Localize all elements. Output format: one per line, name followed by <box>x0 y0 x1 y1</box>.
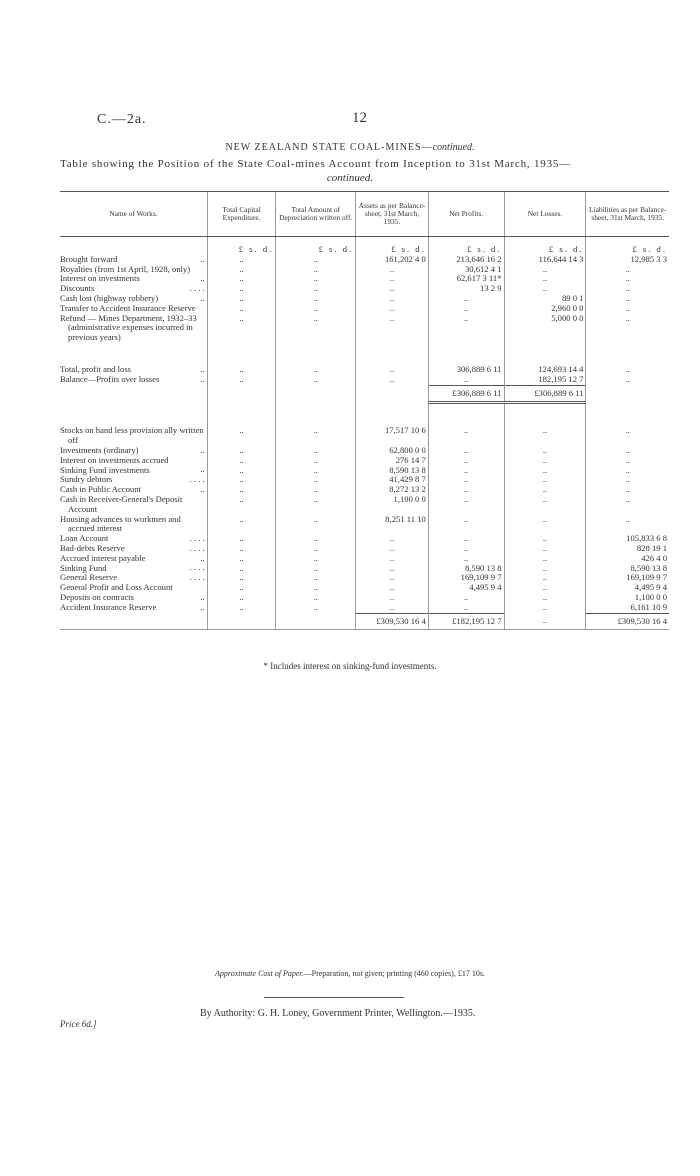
cell-c3: .. <box>356 583 429 593</box>
table-row <box>60 265 669 275</box>
totals-row <box>60 385 669 403</box>
cell-c2: .. <box>276 304 356 314</box>
cell-c3: 62,800 0 0 <box>356 446 429 456</box>
unit-label: £ s. d. <box>504 237 586 255</box>
table-title: Table showing the Position of the State Coal-mines Account from Inception to 31st March, 1935— <box>60 158 571 170</box>
cell-c6: .. <box>586 426 669 446</box>
cell-c1: .. <box>207 593 275 603</box>
row-name-text: Interest on investments <box>60 273 140 284</box>
footnote: * Includes interest on sinking-fund investments. <box>263 661 437 671</box>
cell-c3: .. <box>356 294 429 304</box>
total-c4: £182,195 12 7 <box>428 613 504 630</box>
cell-c5: .. <box>504 515 586 535</box>
cell-c4: .. <box>428 294 504 304</box>
cell-c1: .. <box>207 564 275 574</box>
row-name-text: Stocks on hand less provision ally written off <box>60 425 204 446</box>
cell-c3: .. <box>356 554 429 564</box>
cell-c6: .. <box>586 284 669 294</box>
leader-dots: .. <box>200 253 205 264</box>
cell-c4: .. <box>428 314 504 343</box>
cell-c1: .. <box>207 456 275 466</box>
col-header-capital: Total Capital Expenditure. <box>207 192 275 237</box>
cell-c5: 2,960 0 0 <box>504 304 586 314</box>
unit-label: £ s. d. <box>428 237 504 255</box>
cell-c5: 182,195 12 7 <box>504 375 586 385</box>
cell-c5: .. <box>504 564 586 574</box>
cell-c1: .. <box>207 274 275 284</box>
cell-c2: .. <box>276 446 356 456</box>
cell-c1: .. <box>207 304 275 314</box>
cell-c1: .. <box>207 365 275 375</box>
cell-c2: .. <box>276 495 356 515</box>
cell-c5: .. <box>504 495 586 515</box>
row-name-text: Housing advances to workmen and accrued interest <box>60 513 181 534</box>
row-name-text: Transfer to Accident Insurance Reserve <box>60 302 196 313</box>
cell-c3: 17,517 10 6 <box>356 426 429 446</box>
empty-cell <box>276 385 356 403</box>
table-row <box>60 554 669 564</box>
leader-dots: .. <box>200 464 205 475</box>
table-row <box>60 583 669 593</box>
cell-c6: 105,833 6 8 <box>586 534 669 544</box>
cell-c2: .. <box>276 475 356 485</box>
cell-c4: 62,617 3 11* <box>428 274 504 284</box>
row-name-text: Sinking Fund <box>60 562 107 573</box>
empty-cell <box>356 385 429 403</box>
leader-dots: .. <box>200 273 205 284</box>
cell-c2: .. <box>276 375 356 385</box>
cell-c4: .. <box>428 495 504 515</box>
cell-c6: 169,109 9 7 <box>586 573 669 583</box>
table-row <box>60 274 669 284</box>
cell-c6: 828 19 1 <box>586 544 669 554</box>
table-row <box>60 475 669 485</box>
cell-c4: .. <box>428 603 504 613</box>
cell-c5: .. <box>504 265 586 275</box>
cell-c2: .. <box>276 534 356 544</box>
cell-c6: .. <box>586 274 669 284</box>
cell-c6: 6,161 10 9 <box>586 603 669 613</box>
col-header-net-profits: Net Profits. <box>428 192 504 237</box>
cell-c3: .. <box>356 284 429 294</box>
cell-c6: .. <box>586 446 669 456</box>
cell-c3: 161,202 4 0 <box>356 255 429 265</box>
cell-c5: 5,000 0 0 <box>504 314 586 343</box>
leader-dots: .. <box>200 552 205 563</box>
col-header-name: Name of Works. <box>60 192 207 237</box>
cell-c3: .. <box>356 534 429 544</box>
row-name-text: Cash lost (highway robbery) <box>60 292 159 303</box>
cell-c5: .. <box>504 593 586 603</box>
table-header-row <box>60 192 669 237</box>
table-row <box>60 603 669 613</box>
cell-c2: .. <box>276 564 356 574</box>
cell-c3: .. <box>356 274 429 284</box>
cell-c2: .. <box>276 573 356 583</box>
cell-c4: .. <box>428 515 504 535</box>
cell-c3: .. <box>356 365 429 375</box>
cell-c1: .. <box>207 495 275 515</box>
cell-c2: .. <box>276 294 356 304</box>
cell-c3: .. <box>356 375 429 385</box>
document-reference: C.—2a. <box>97 112 147 127</box>
table-row <box>60 515 669 535</box>
row-name <box>60 314 207 343</box>
unit-label: £ s. d. <box>356 237 429 255</box>
cell-c2: .. <box>276 284 356 294</box>
row-name-text: Balance—Profits over losses <box>60 373 160 384</box>
table-row <box>60 495 669 515</box>
table-row <box>60 564 669 574</box>
page-title: NEW ZEALAND STATE COAL-MINES—continued. <box>225 142 475 153</box>
table-row <box>60 466 669 476</box>
col-header-assets: Assets as per Balance-sheet, 31st March, 1935. <box>356 192 429 237</box>
table-row <box>60 375 669 385</box>
cell-c4: .. <box>428 593 504 603</box>
cell-c3: .. <box>356 265 429 275</box>
table-row <box>60 456 669 466</box>
spacer-row <box>60 403 669 427</box>
cell-c6: 426 4 0 <box>586 554 669 564</box>
cell-c6: .. <box>586 456 669 466</box>
table-row <box>60 426 669 446</box>
unit-label: £ s. d. <box>207 237 275 255</box>
units-row <box>60 237 669 255</box>
cell-c3: .. <box>356 593 429 603</box>
leader-dots: . . . . <box>189 474 205 485</box>
leader-dots: .. <box>200 363 205 374</box>
cell-c4: .. <box>428 304 504 314</box>
cell-c6: .. <box>586 314 669 343</box>
cell-c4: .. <box>428 544 504 554</box>
cell-c3: 1,100 0 0 <box>356 495 429 515</box>
row-name <box>60 603 207 613</box>
cell-c4: .. <box>428 375 504 385</box>
total-c6: £309,530 16 4 <box>586 613 669 630</box>
cell-c1: .. <box>207 284 275 294</box>
page-number: 12 <box>352 110 367 126</box>
cell-c1: .. <box>207 265 275 275</box>
total-c5: .. <box>504 613 586 630</box>
cell-c4: 8,590 13 8 <box>428 564 504 574</box>
cell-c5: .. <box>504 284 586 294</box>
cell-c2: .. <box>276 593 356 603</box>
cell-c1: .. <box>207 485 275 495</box>
empty-cell <box>207 385 275 403</box>
leader-dots: .. <box>200 601 205 612</box>
empty-cell <box>207 613 275 630</box>
cell-c5: .. <box>504 583 586 593</box>
leader-dots: .. <box>200 373 205 384</box>
cell-c6: .. <box>586 375 669 385</box>
cell-c6: 1,100 0 0 <box>586 593 669 603</box>
cell-c6: .. <box>586 365 669 375</box>
total-c4: £306,889 6 11 <box>428 385 504 403</box>
cell-c3: .. <box>356 304 429 314</box>
row-name-text: Sundry debtors <box>60 474 113 485</box>
cell-c4: .. <box>428 466 504 476</box>
row-name-text: Cash in Public Account <box>60 484 141 495</box>
cell-c2: .. <box>276 583 356 593</box>
cell-c1: .. <box>207 294 275 304</box>
cell-c4: .. <box>428 456 504 466</box>
cell-c1: .. <box>207 583 275 593</box>
cell-c6: .. <box>586 294 669 304</box>
cell-c5: .. <box>504 603 586 613</box>
coal-mines-account-table <box>60 191 669 630</box>
cell-c2: .. <box>276 456 356 466</box>
cell-c5: .. <box>504 485 586 495</box>
cell-c2: .. <box>276 365 356 375</box>
cell-c2: .. <box>276 554 356 564</box>
cell-c1: .. <box>207 554 275 564</box>
row-name <box>60 515 207 535</box>
cell-c1: .. <box>207 573 275 583</box>
cell-c6: .. <box>586 515 669 535</box>
cell-c6: .. <box>586 265 669 275</box>
cell-c5: .. <box>504 446 586 456</box>
leader-dots: . . . . <box>189 572 205 583</box>
cell-c6: 8,590 13 8 <box>586 564 669 574</box>
cell-c1: .. <box>207 475 275 485</box>
row-name-text: Investments (ordinary) <box>60 444 139 455</box>
leader-dots: . . . . <box>189 562 205 573</box>
cell-c6: .. <box>586 304 669 314</box>
cell-c5: 89 0 1 <box>504 294 586 304</box>
cell-c2: .. <box>276 426 356 446</box>
cell-c1: .. <box>207 375 275 385</box>
cell-c6: 12,985 3 3 <box>586 255 669 265</box>
row-name-text: Bad-debts Reserve <box>60 542 125 553</box>
unit-label: £ s. d. <box>276 237 356 255</box>
cell-c1: .. <box>207 255 275 265</box>
price: Price 6d.] <box>60 1019 97 1029</box>
cell-c2: .. <box>276 603 356 613</box>
leader-dots: .. <box>200 444 205 455</box>
cell-c4: .. <box>428 534 504 544</box>
row-name-text: General Profit and Loss Account <box>60 582 173 593</box>
cell-c3: .. <box>356 603 429 613</box>
leader-dots: . . . . <box>189 532 205 543</box>
totals-label <box>60 613 207 630</box>
cell-c5: .. <box>504 534 586 544</box>
cell-c6: .. <box>586 485 669 495</box>
cell-c1: .. <box>207 466 275 476</box>
row-name-text: Loan Account <box>60 533 109 544</box>
leader-dots: . . . . <box>189 282 205 293</box>
cell-c3: .. <box>356 544 429 554</box>
cell-c4: 169,109 9 7 <box>428 573 504 583</box>
cell-c5: 116,644 14 3 <box>504 255 586 265</box>
leader-dots: .. <box>200 591 205 602</box>
col-header-depreciation: Total Amount of Depreciation written off. <box>276 192 356 237</box>
empty-cell <box>276 613 356 630</box>
cell-c1: .. <box>207 446 275 456</box>
totals-row <box>60 613 669 630</box>
row-name-text: Interest on investments accrued <box>60 454 169 465</box>
cell-c2: .. <box>276 265 356 275</box>
cell-c1: .. <box>207 515 275 535</box>
cell-c2: .. <box>276 255 356 265</box>
divider <box>264 997 404 998</box>
table-row <box>60 544 669 554</box>
cell-c2: .. <box>276 274 356 284</box>
cell-c4: .. <box>428 426 504 446</box>
total-c3: £309,530 16 4 <box>356 613 429 630</box>
table-row <box>60 534 669 544</box>
spacer-row <box>60 343 669 365</box>
row-name-text: Accident Insurance Reserve <box>60 601 157 612</box>
cell-c1: .. <box>207 314 275 343</box>
cell-c3: .. <box>356 564 429 574</box>
row-name-text: Refund — Mines Department, 1932–33 (administrative expenses incurred in previous years) <box>60 312 197 343</box>
leader-dots: .. <box>200 483 205 494</box>
empty-cell <box>586 385 669 403</box>
cell-c5: .. <box>504 456 586 466</box>
row-name <box>60 426 207 446</box>
cell-c1: .. <box>207 544 275 554</box>
cell-c1: .. <box>207 426 275 446</box>
cell-c6: .. <box>586 495 669 515</box>
row-name-text: Cash in Receiver-General's Deposit Account <box>60 493 183 514</box>
row-name <box>60 495 207 515</box>
cell-c5: .. <box>504 274 586 284</box>
cell-c6: .. <box>586 475 669 485</box>
cell-c2: .. <box>276 485 356 495</box>
cell-c4: 30,612 4 1 <box>428 265 504 275</box>
row-name-text: Sinking Fund investments <box>60 464 150 475</box>
unit-label: £ s. d. <box>586 237 669 255</box>
col-header-net-losses: Net Losses. <box>504 192 586 237</box>
cell-c3: .. <box>356 314 429 343</box>
col-header-liabilities: Liabilities as per Balance-sheet, 31st March, 1935. <box>586 192 669 237</box>
row-name-text: Discounts <box>60 283 95 294</box>
cell-c5: .. <box>504 554 586 564</box>
cell-c4: 213,646 16 2 <box>428 255 504 265</box>
row-name-text: Brought forward <box>60 253 118 264</box>
cell-c5: .. <box>504 544 586 554</box>
printer-authority: By Authority: G. H. Loney, Government Printer, Wellington.—1935. <box>200 1008 476 1019</box>
row-name-text: Accrued interest payable <box>60 552 146 563</box>
cell-c1: .. <box>207 603 275 613</box>
row-name-text: Deposits on contracts <box>60 591 134 602</box>
cell-c3: 8,251 11 10 <box>356 515 429 535</box>
cell-c3: 41,429 8 7 <box>356 475 429 485</box>
totals-label <box>60 385 207 403</box>
cell-c6: .. <box>586 466 669 476</box>
cell-c4: 13 2 9 <box>428 284 504 294</box>
cell-c2: .. <box>276 544 356 554</box>
leader-dots: .. <box>200 292 205 303</box>
cell-c5: .. <box>504 466 586 476</box>
row-name-text: General Reserve <box>60 572 118 583</box>
cell-c4: .. <box>428 475 504 485</box>
cell-c4: 306,889 6 11 <box>428 365 504 375</box>
cell-c2: .. <box>276 515 356 535</box>
cell-c3: 8,272 13 2 <box>356 485 429 495</box>
cell-c4: .. <box>428 485 504 495</box>
cell-c4: .. <box>428 446 504 456</box>
total-c5: £306,889 6 11 <box>504 385 586 403</box>
leader-dots: . . . . <box>189 542 205 553</box>
cell-c6: 4,495 9 4 <box>586 583 669 593</box>
cell-c5: .. <box>504 475 586 485</box>
table-row <box>60 314 669 343</box>
cell-c3: 8,590 13 8 <box>356 466 429 476</box>
row-name-text: Royalties (from 1st April, 1928, only) <box>60 263 191 274</box>
table-title-continued: continued. <box>326 172 374 184</box>
cell-c4: 4,495 9 4 <box>428 583 504 593</box>
cell-c5: .. <box>504 573 586 583</box>
cell-c1: .. <box>207 534 275 544</box>
cell-c2: .. <box>276 466 356 476</box>
row-name <box>60 375 207 385</box>
cell-c2: .. <box>276 314 356 343</box>
cell-c3: 276 14 7 <box>356 456 429 466</box>
cell-c5: 124,693 14 4 <box>504 365 586 375</box>
cell-c4: .. <box>428 554 504 564</box>
cell-c3: .. <box>356 573 429 583</box>
cell-c5: .. <box>504 426 586 446</box>
cost-of-paper: Approximate Cost of Paper.—Preparation, not given; printing (460 copies), £17 10s. <box>215 969 485 978</box>
row-name-text: Total, profit and loss <box>60 363 132 374</box>
